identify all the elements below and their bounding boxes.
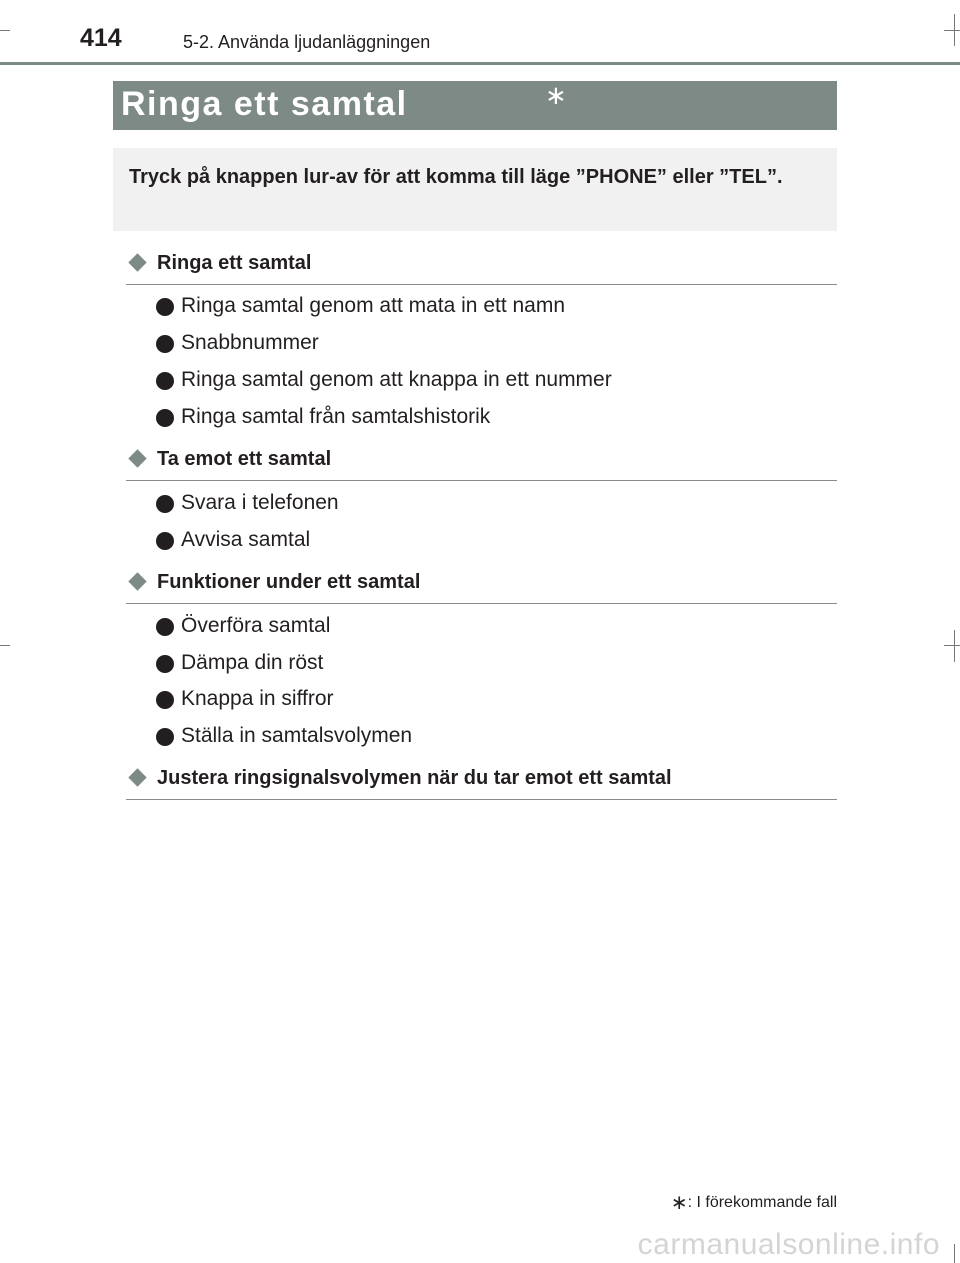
list-item-text: Ringa samtal genom att knappa in ett nummer [181,368,612,391]
intro-box [113,148,837,231]
section-heading-text: Funktioner under ett samtal [157,571,421,593]
footnote-text: : I förekommande fall [687,1194,837,1211]
list-item-text: Ringa samtal från samtalshistorik [181,405,491,428]
bullet-dot-icon [156,691,174,709]
crop-mark-mid-left [0,645,10,646]
crop-mark-mid-right-h [944,645,960,646]
list-item-text: Ställa in samtalsvolymen [181,724,413,747]
bullet-dot-icon [156,372,174,390]
page-number: 414 [80,24,122,52]
bullet-dot-icon [156,655,174,673]
crop-mark-top-right-v [954,14,955,46]
intro-text: Tryck på knappen lur-av för att komma till läge ”PHONE” eller ”TEL”. [129,166,783,188]
bullet-dot-icon [156,335,174,353]
diamond-icon [128,449,146,467]
header-divider [0,62,960,65]
bullet-dot-icon [156,618,174,636]
crop-mark-top-right-h [944,30,960,31]
diamond-icon [128,768,146,786]
page-title: Ringa ett samtal [121,85,408,123]
bullet-dot-icon [156,532,174,550]
title-band [113,81,837,130]
list-item-text: Avvisa samtal [181,528,311,551]
list-item-text: Knappa in siffror [181,687,334,710]
list-item-text: Ringa samtal genom att mata in ett namn [181,294,566,317]
list-item-text: Snabbnummer [181,331,319,354]
asterisk-icon: ∗ [670,1190,688,1214]
list-item-text: Överföra samtal [181,614,331,637]
footnote [671,1190,837,1214]
bullet-dot-icon [156,298,174,316]
watermark: carmanualsonline.info [637,1228,940,1261]
section-heading [126,444,837,481]
asterisk-marker: ∗ [545,81,567,111]
crop-mark-bottom-right [954,1244,955,1263]
section-heading [126,763,837,800]
section-breadcrumb: 5-2. Använda ljudanläggningen [183,32,431,52]
bullet-dot-icon [156,409,174,427]
diamond-icon [128,253,146,271]
bullet-dot-icon [156,728,174,746]
diamond-icon [128,572,146,590]
section-heading [126,248,837,285]
section-heading [126,567,837,604]
list-item-text: Svara i telefonen [181,491,339,514]
section-heading-text: Ta emot ett samtal [157,448,332,470]
section-heading-text: Ringa ett samtal [157,252,312,274]
bullet-dot-icon [156,495,174,513]
crop-mark-mid-right-v [954,630,955,662]
crop-mark-top-left [0,30,10,31]
section-heading-text: Justera ringsignalsvolymen när du tar emot ett samtal [157,767,672,789]
list-item-text: Dämpa din röst [181,651,324,674]
